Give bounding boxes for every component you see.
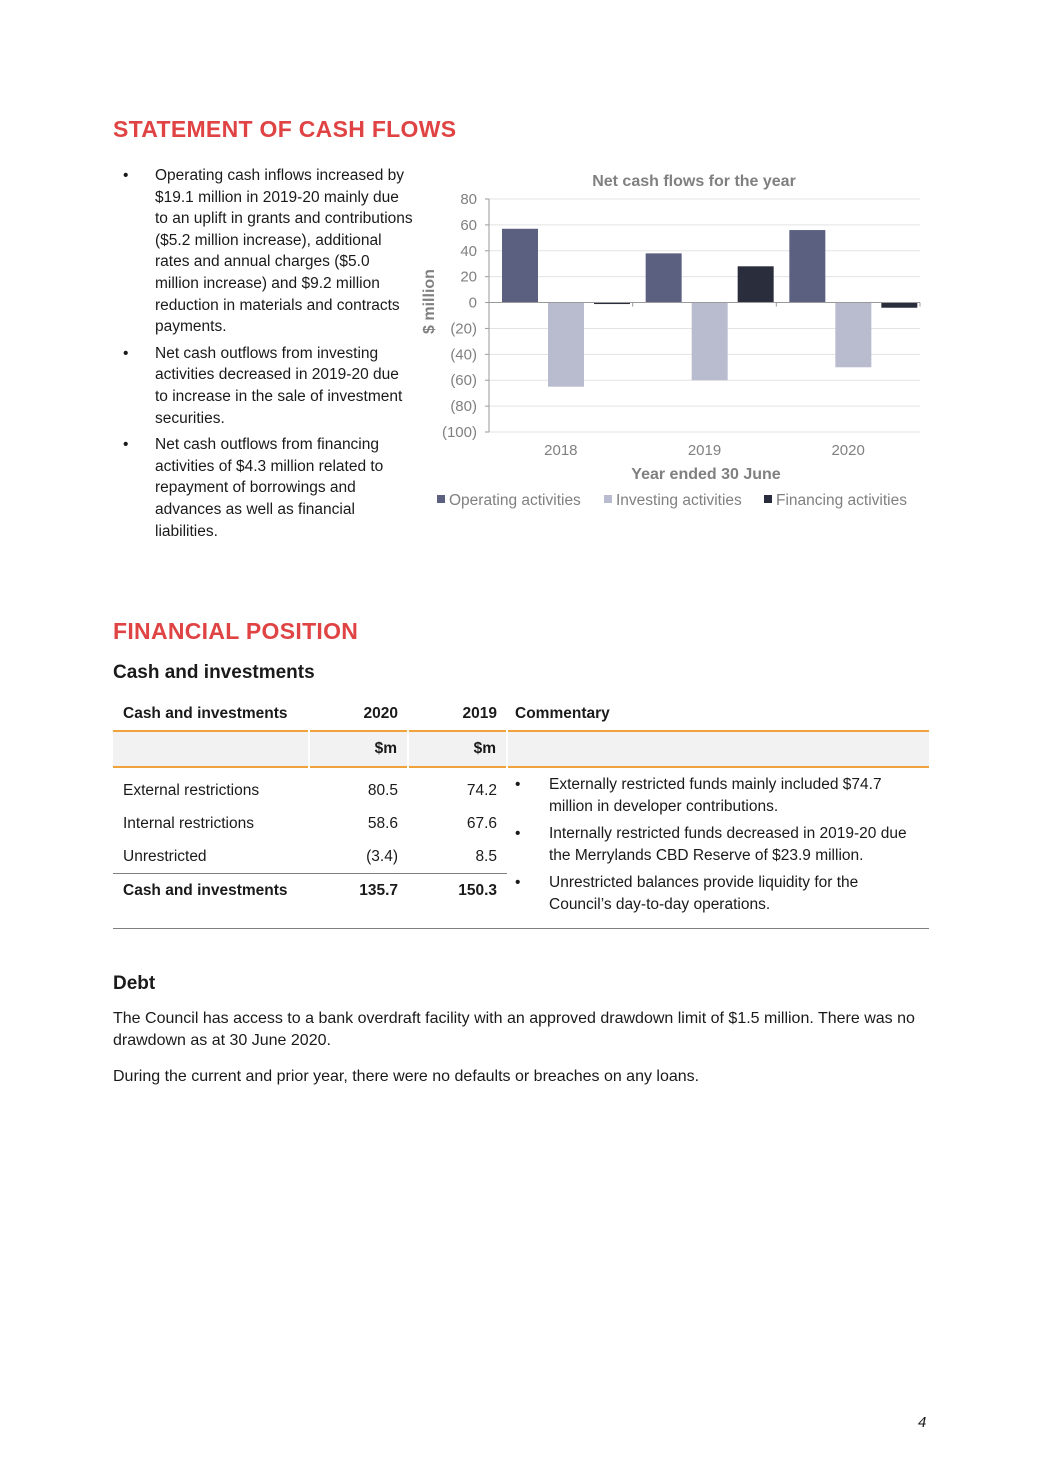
y-tick-label: (60) [450,372,477,390]
unit-cell [507,731,929,767]
row-label: External restrictions [123,781,260,799]
page-number: 4 [918,1414,927,1431]
y-tick-label: 20 [460,268,477,286]
y-tick-label: 0 [468,294,477,312]
cash-flows-title: STATEMENT OF CASH FLOWS [113,116,457,142]
debt-heading: Debt [113,973,156,994]
value-2020: 58.6 [367,814,398,832]
value-2019: 74.2 [466,781,497,799]
total-label: Cash and investments [123,882,288,899]
header-cell: 2019 [462,704,497,722]
legend-label: Investing activities [616,492,742,509]
bar-operating-activities [646,253,682,302]
x-axis-title: Year ended 30 June [631,466,781,483]
bar-operating-activities [502,229,538,303]
value-2020: (3.4) [366,847,398,865]
x-tick-label: 2020 [831,442,865,459]
header-cell: 2020 [363,704,398,722]
legend-swatch [437,495,445,503]
value-2019: 67.6 [466,814,497,832]
commentary-cell [507,767,929,929]
legend-swatch [604,495,612,503]
table-row [113,767,929,807]
chart-title: Net cash flows for the year [592,173,796,190]
legend-label: Operating activities [449,492,581,509]
cash-flows-bullets [113,165,413,547]
debt-paragraph: During the current and prior year, there were no defaults or breaches on any loans. [113,1068,700,1085]
list-item: • Internally restricted funds decreased in 2019-20 due the Merrylands CBD Reserve of $23.9 million. [515,823,923,867]
bar-financing-activities [738,266,774,302]
total-2019: 150.3 [458,882,497,899]
unit-cell: $m [408,731,507,767]
y-tick-label: 60 [460,216,477,234]
list-item: • Net cash outflows from investing activities decreased in 2019-20 due to increase in the sale of investment securities. [113,343,413,429]
header-cell: Commentary [515,704,610,722]
value-2020: 80.5 [367,781,398,799]
unit-cell [113,731,309,767]
bar-investing-activities [692,303,728,381]
bar-investing-activities [548,303,584,387]
header-cell: Cash and investments [123,704,288,722]
financial-position-title: FINANCIAL POSITION [113,618,359,644]
legend-swatch [764,495,772,503]
y-tick-label: (100) [441,424,477,441]
table-header-row [113,697,929,731]
net-cash-flows-chart [410,160,940,520]
total-2020: 135.7 [359,882,398,899]
list-item: • Externally restricted funds mainly included $74.7 million in developer contributions. [515,774,923,818]
x-tick-label: 2018 [544,442,578,459]
chart-svg [410,160,940,520]
bar-investing-activities [835,303,871,368]
x-tick-label: 2019 [687,442,722,459]
list-item: • Unrestricted balances provide liquidity for the Council’s day-to-day operations. [515,872,923,916]
y-tick-label: 80 [460,191,477,208]
y-tick-label: (80) [450,398,477,416]
debt-paragraph: The Council has access to a bank overdraft facility with an approved drawdown limit of $1.5 million. There was no drawdown as at 30 June 2020. [113,1010,915,1049]
commentary-list [515,774,923,916]
row-label: Internal restrictions [123,814,254,832]
bar-operating-activities [789,230,825,302]
row-label: Unrestricted [123,847,207,865]
cash-investments-heading: Cash and investments [113,662,315,683]
bar-financing-activities [881,303,917,308]
y-tick-label: (40) [450,346,477,364]
unit-cell: $m [309,731,408,767]
table-units-row [113,731,929,767]
y-tick-label: (20) [450,320,477,338]
list-item: • Net cash outflows from financing activities of $4.3 million related to repayment of borrowings and advances as well as financial liabilities. [113,434,413,542]
value-2019: 8.5 [475,847,497,865]
y-tick-label: 40 [460,242,477,260]
table-bottom-rule [113,929,929,930]
y-axis-title: $ million [421,269,438,334]
cash-investments-table [113,697,929,929]
list-item: • Operating cash inflows increased by $19.1 million in 2019-20 mainly due to an uplift in grants and contributions ($5.2 million increase), additional rates and annual charges ($5.0 million increase) and $9.2 million reduction in materials and contracts payments. [113,165,413,338]
legend-label: Financing activities [776,492,907,509]
